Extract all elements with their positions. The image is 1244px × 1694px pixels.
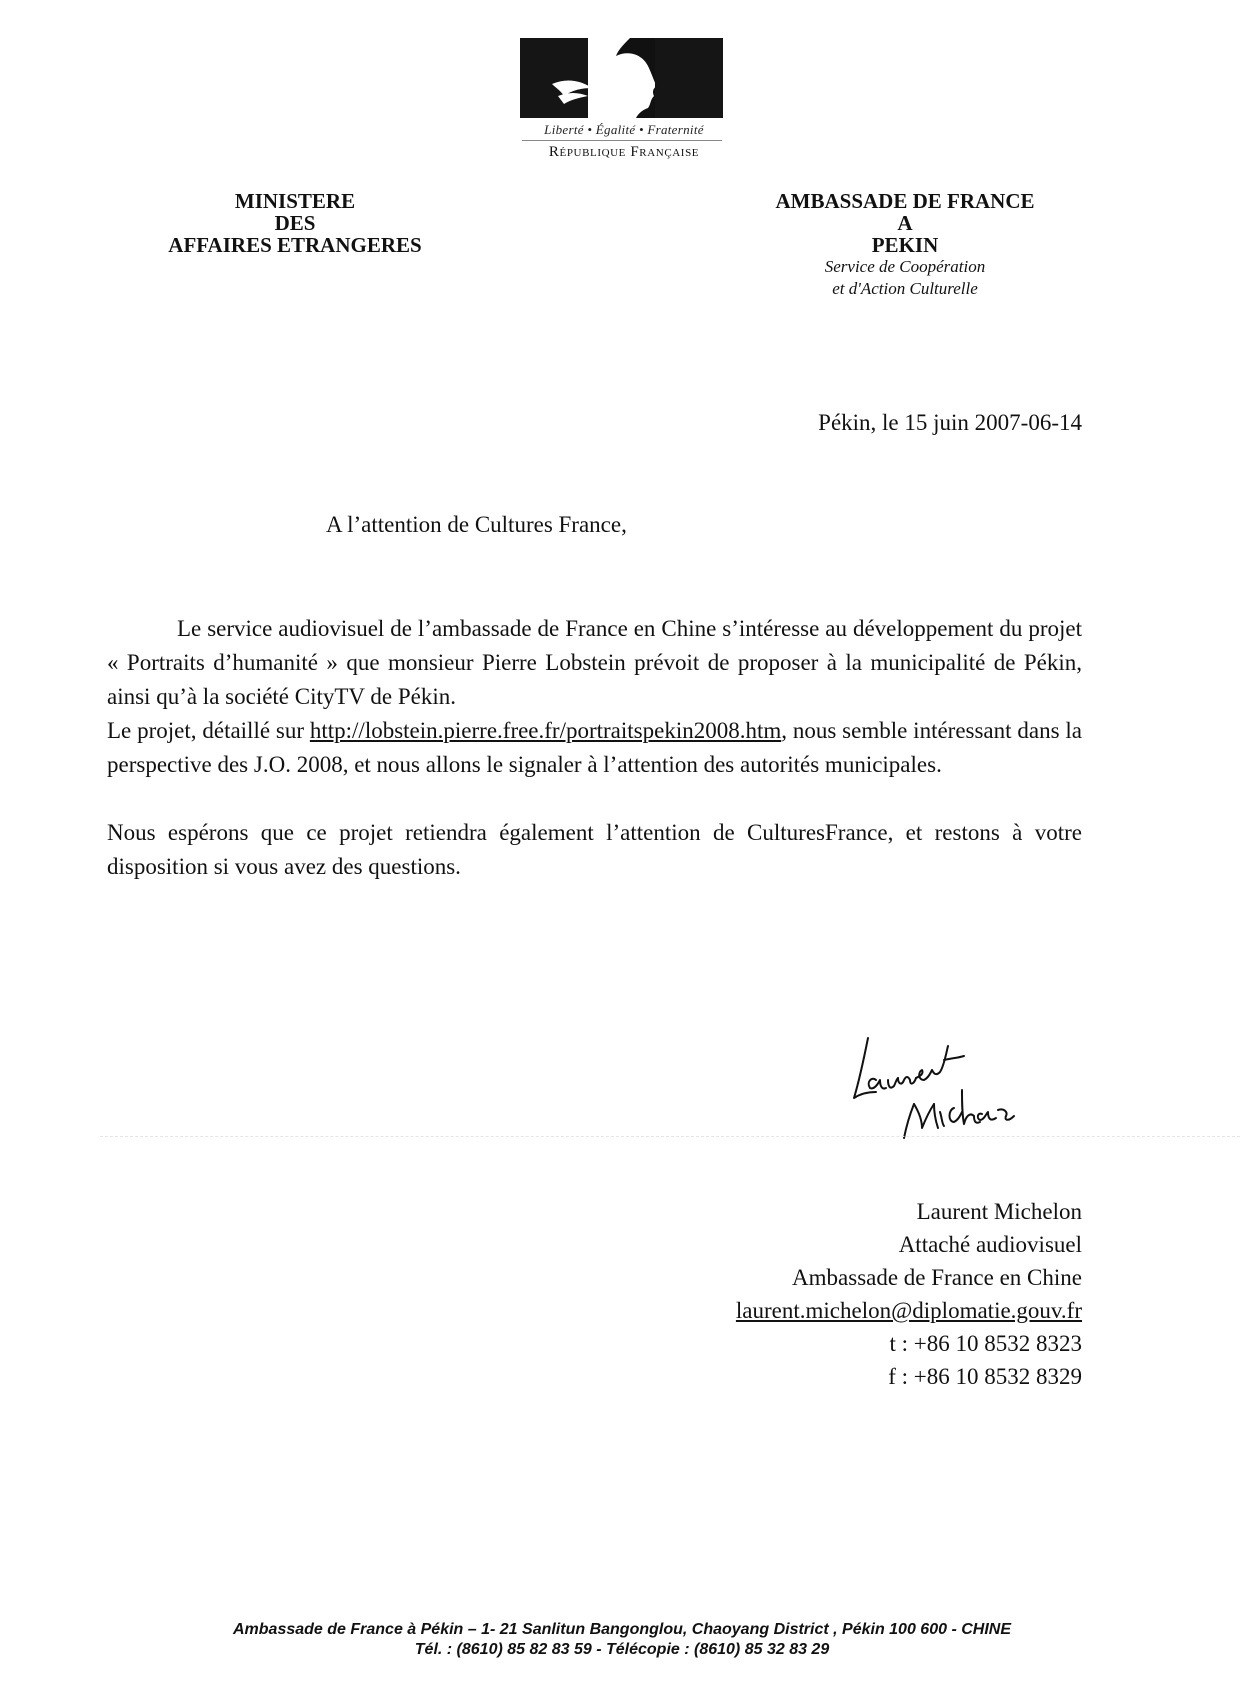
republique-francaise-label: République Française xyxy=(548,144,700,160)
footer-address: Ambassade de France à Pékin – 1- 21 Sanlitun Bangonglou, Chaoyang District , Pékin 100 600 - CHINE xyxy=(232,1621,1011,1638)
signature-block xyxy=(600,1195,1082,1393)
signatory-fax: f : +86 10 8532 8329 xyxy=(888,1364,1082,1389)
signatory-email[interactable]: laurent.michelon@diplomatie.gouv.fr xyxy=(735,1298,1082,1323)
republique-francaise-logo xyxy=(514,30,754,160)
body-paragraph-3: Nous espérons que ce projet retiendra également l’attention de CulturesFrance, et restons à votre disposition si vous avez des questions. xyxy=(107,820,1082,879)
body-paragraph-1: Le service audiovisuel de l’ambassade de France en Chine s’intéresse au développement du projet « Portraits d’humanité » que monsieur Pierre Lobstein prévoit de proposer à la municipalité de Pékin, ainsi qu’à la société CityTV de Pékin. xyxy=(107,616,1082,709)
letter-body xyxy=(107,612,1082,884)
logo-divider xyxy=(522,140,722,141)
scan-artifact-line xyxy=(100,1136,1240,1137)
republic-motto: Liberté • Égalité • Fraternité xyxy=(544,122,704,137)
embassy-header xyxy=(740,190,1070,300)
body-paragraph-2-end: , nous semble intéressant dans la perspective des J.O. 2008, et nous allons le signaler à l’attention des autorités municipales. xyxy=(107,718,1082,777)
project-link[interactable]: http://lobstein.pierre.free.fr/portraitspekin2008.htm xyxy=(309,718,782,743)
handwritten-signature xyxy=(848,1018,1028,1148)
letter-footer xyxy=(80,1620,1164,1660)
marianne-emblem xyxy=(520,38,723,118)
ministry-header xyxy=(140,190,450,256)
signatory-name: Laurent Michelon xyxy=(916,1199,1082,1224)
embassy-line-3: PEKIN xyxy=(871,233,939,257)
footer-contact: Tél. : (8610) 85 82 83 59 - Télécopie : (8610) 85 32 83 29 xyxy=(414,1641,830,1658)
signatory-organization: Ambassade de France en Chine xyxy=(792,1265,1082,1290)
embassy-service-1: Service de Coopération xyxy=(824,257,986,276)
embassy-service-2: et d'Action Culturelle xyxy=(832,279,978,298)
ministry-line-3: AFFAIRES ETRANGERES xyxy=(168,233,422,257)
embassy-line-1: AMBASSADE DE FRANCE xyxy=(775,189,1035,213)
body-paragraph-2-start: Le projet, détaillé sur xyxy=(107,718,310,743)
ministry-line-1: MINISTERE xyxy=(234,189,356,213)
salutation: A l’attention de Cultures France, xyxy=(326,512,627,537)
signatory-phone: t : +86 10 8532 8323 xyxy=(889,1331,1082,1356)
signatory-title: Attaché audiovisuel xyxy=(898,1232,1082,1257)
body-paragraph-2 xyxy=(107,714,1082,782)
marianne-icon xyxy=(520,38,723,118)
letter-date: Pékin, le 15 juin 2007-06-14 xyxy=(818,410,1082,435)
ministry-line-2: DES xyxy=(274,211,316,235)
embassy-line-2: A xyxy=(897,211,913,235)
